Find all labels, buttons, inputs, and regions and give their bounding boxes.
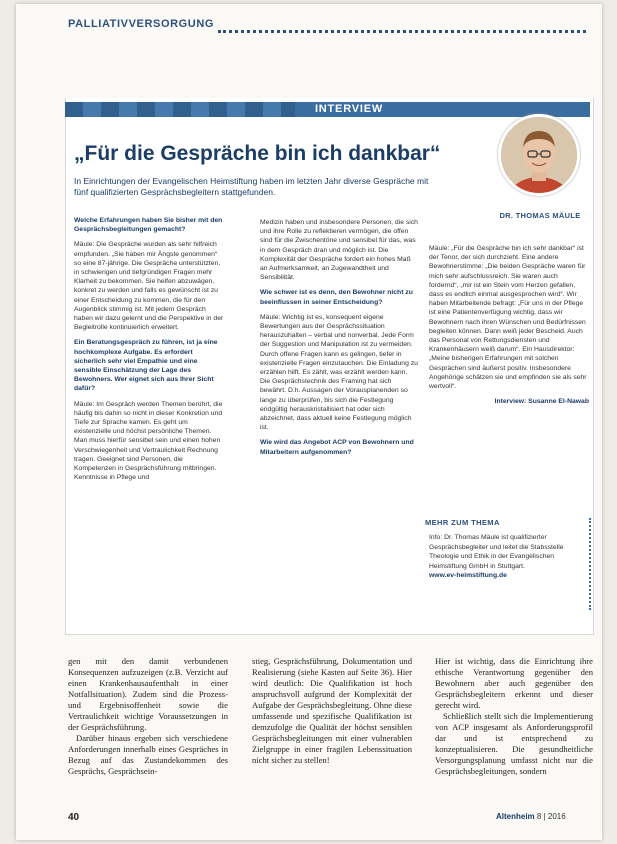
lead-text: In Einrichtungen der Evangelischen Heimstiftung haben im letzten Jahr diverse Gespräche mit fünf qualifizierten Gesprächsbegleitern stattgefunden. — [74, 176, 429, 197]
answer-2: Mäule: Im Gespräch werden Themen berührt, die häufig bis dahin so nicht in dieser Konkretion und Tiefe zur Sprache kamen. Es geht um existenzielle und höchst persönliche Themen. Man muss hierfür sensibel sein und einen hohen Verschwiegenheit und Vertraulichkeit Rechnung tragen. Geeignet sind Personen, die Kompetenzen in Gesprächsführung mitbringen. Kenntnisse in Pflege und — [74, 400, 223, 482]
issue-number: 8 | 2016 — [536, 812, 566, 821]
section-rubric: PALLIATIVVERSORGUNG — [68, 18, 215, 30]
body-paragraph: Hier ist wichtig, dass die Einrichtung ihre ethische Verantwortung gegenüber den Bewohnern aber auch gegenüber den Gesprächsbegleitern erkennt und dieser gerecht wird. — [435, 656, 593, 710]
more-info-title: MEHR ZUM THEMA — [425, 518, 500, 527]
portrait-photo — [498, 114, 580, 196]
magazine-page — [16, 4, 602, 840]
question-3: Wie schwer ist es denn, den Bewohner nicht zu beeinflussen in seiner Entscheidung? — [260, 289, 413, 306]
question-1: Welche Erfahrungen haben Sie bisher mit den Gesprächsbegleitungen gemacht? — [74, 217, 223, 234]
answer-4: Mäule: „Für die Gespräche bin ich sehr dankbar“ ist der Tenor, der sich durchzieht. Eine andere Bewohnerstimme: „Die beiden Gespräche waren für mich sehr aufschlussreich. Sie waren auch fordernd“, „mir ist ein Stein vom Herzen gefallen, dass es endlich einmal ausgesprochen wird“. Wir haben Mitarbeitende befragt: „Für uns in der Pflege ist eine Patientenverfügung wichtig, dass wir Bewohnern nach ihren Wünschen und Bedürfnissen begleiten können. Dann weiß jeder Bescheid. Auch das Personal von Rettungsdiensten und Krankenhäusern weiß darum“. Ein Hausdirektor: „Meine bisherigen Erfahrungen mit solchen Gesprächen sind äußerst positiv. Insbesondere Angehörige schätzen sie und empfinden sie als sehr wertvoll“. — [429, 245, 587, 391]
interview-column-1 — [74, 216, 226, 488]
answer-2-continued: Medizin haben und insbesondere Personen, die sich und ihre Rolle zu reflektieren vermögen, die offen sind für die Zwischentöne und sensibel für das, was in dem Gespräch dran und möglich ist. Die Komplexität der Gespräche fordert ein hohes Maß an Aufmerksamkeit, an Zugewandtheit und Sensibilität. — [260, 219, 418, 282]
interview-label: INTERVIEW — [314, 103, 384, 115]
body-column-1 — [68, 656, 228, 777]
interview-column-2 — [260, 218, 418, 463]
magazine-name: Altenheim — [496, 812, 535, 821]
body-column-2 — [252, 656, 412, 766]
answer-3: Mäule: Wichtig ist es, konsequent eigene Bewertungen aus der Gesprächssituation herauszuhalten – verbal und nonverbal. Jede Form der Suggestion und Manipulation ist zu vermeiden. Durch offene Fragen kann es gelingen, tiefer in existenzielle Fragen einzutauchen. Die Einladung zu erzählen hilft. Es zählt, was erzählt werden kann. Die Gesprächstechnik des Framing hat sich bewährt. D.h. Aussagen der Vorausplanenden so lange zu überprüfen, bis sich die Festlegung endgültig herauskristallisiert hat oder sich abzeichnet, dass aktuell keine Festlegung möglich ist. — [260, 313, 418, 432]
body-paragraph: Schließlich stellt sich die Implementierung von ACP insgesamt als Anforderungsprofil dar und ist entsprechend zu konzeptualisieren. Die gesundheitliche Versorgungsplanung umfasst nicht nur die Gesprächsbegleitungen, sondern — [435, 711, 593, 776]
more-info-body: Info: Dr. Thomas Mäule ist qualifizierter Gesprächsbegleiter und leitet die Stabsstelle Theologie und Ethik in der Evangelischen Heimstiftung GmbH in Stuttgart. — [429, 534, 564, 570]
website-link[interactable]: www.ev-heimstiftung.de — [429, 572, 507, 580]
headline: „Für die Gespräche bin ich dankbar“ — [74, 142, 441, 165]
question-2: Ein Beratungsgespräch zu führen, ist ja eine hochkomplexe Aufgabe. Es erfordert sicherlich sehr viel Empathie und eine sensible Einschätzung der Lage des Bewohners. Wer eignet sich aus Ihrer Sicht dafür? — [74, 339, 218, 393]
person-portrait-icon — [501, 117, 577, 193]
band-pattern — [65, 102, 295, 117]
page-number: 40 — [68, 812, 80, 823]
body-paragraph: stieg, Gesprächsführung, Dokumentation und Realisierung (siehe Kasten auf Seite 36). Hier wird deutlich: Die Qualifikation ist hoch anspruchsvoll aufgrund der Komplexität der Aufgabe der Gesprächsbegleitung. Ohne diese umfassende und spezifische Qualifikation ist demzufolge die Qualität der höchst sensiblen Gesprächsbegleitungen mit einer vulnerablen Zielgruppe in einer fragilen Lebenssituation nicht sicher zu stellen! — [252, 656, 412, 765]
footer-magazine — [496, 812, 566, 821]
more-info-box — [425, 518, 591, 610]
question-4: Wie wird das Angebot ACP von Bewohnern und Mitarbeitern aufgenommen? — [260, 439, 414, 456]
interview-column-3 — [429, 244, 589, 406]
body-paragraph: Darüber hinaus ergeben sich verschiedene Anforderungen innerhalb eines Gespräches in Bezug auf das Zustandekommen des Gesprächs, Gesprächsein- — [68, 733, 228, 776]
rubric-divider — [218, 30, 586, 33]
body-column-3 — [435, 656, 593, 777]
answer-1: Mäule: Die Gespräche wurden als sehr hilfreich empfunden. „Sie haben mir Ängste genommen“ so eine 87-jährige. Die Gespräche unterstützten, in schwierigen und tiefgründigen Fragen mehr Klarheit zu bekommen. Sie helfen abzuwägen, konkret zu werden und falls es gewünscht ist zu einer Entscheidung zu kommen, die für den Augenblick stimmig ist. Mit jedem Gespräch haben wir dazu gelernt und die Perspektive in der Begleitrolle kontinuierlich erweitert. — [74, 241, 224, 332]
body-paragraph: gen mit den damit verbundenen Konsequenzen aufzuzeigen (z.B. Verzicht auf einen Krankenhausaufenthalt in einer Notfallsituation). Zudem sind die Prozess- und Ergebnisoffenheit sowie die Vertraulichkeit wichtige Voraussetzungen in der Gesprächsführung. — [68, 656, 228, 732]
interview-signature: Interview: Susanne El-Nawab — [494, 398, 589, 406]
more-info-text — [425, 533, 589, 581]
portrait-caption: DR. THOMAS MÄULE — [499, 211, 581, 220]
